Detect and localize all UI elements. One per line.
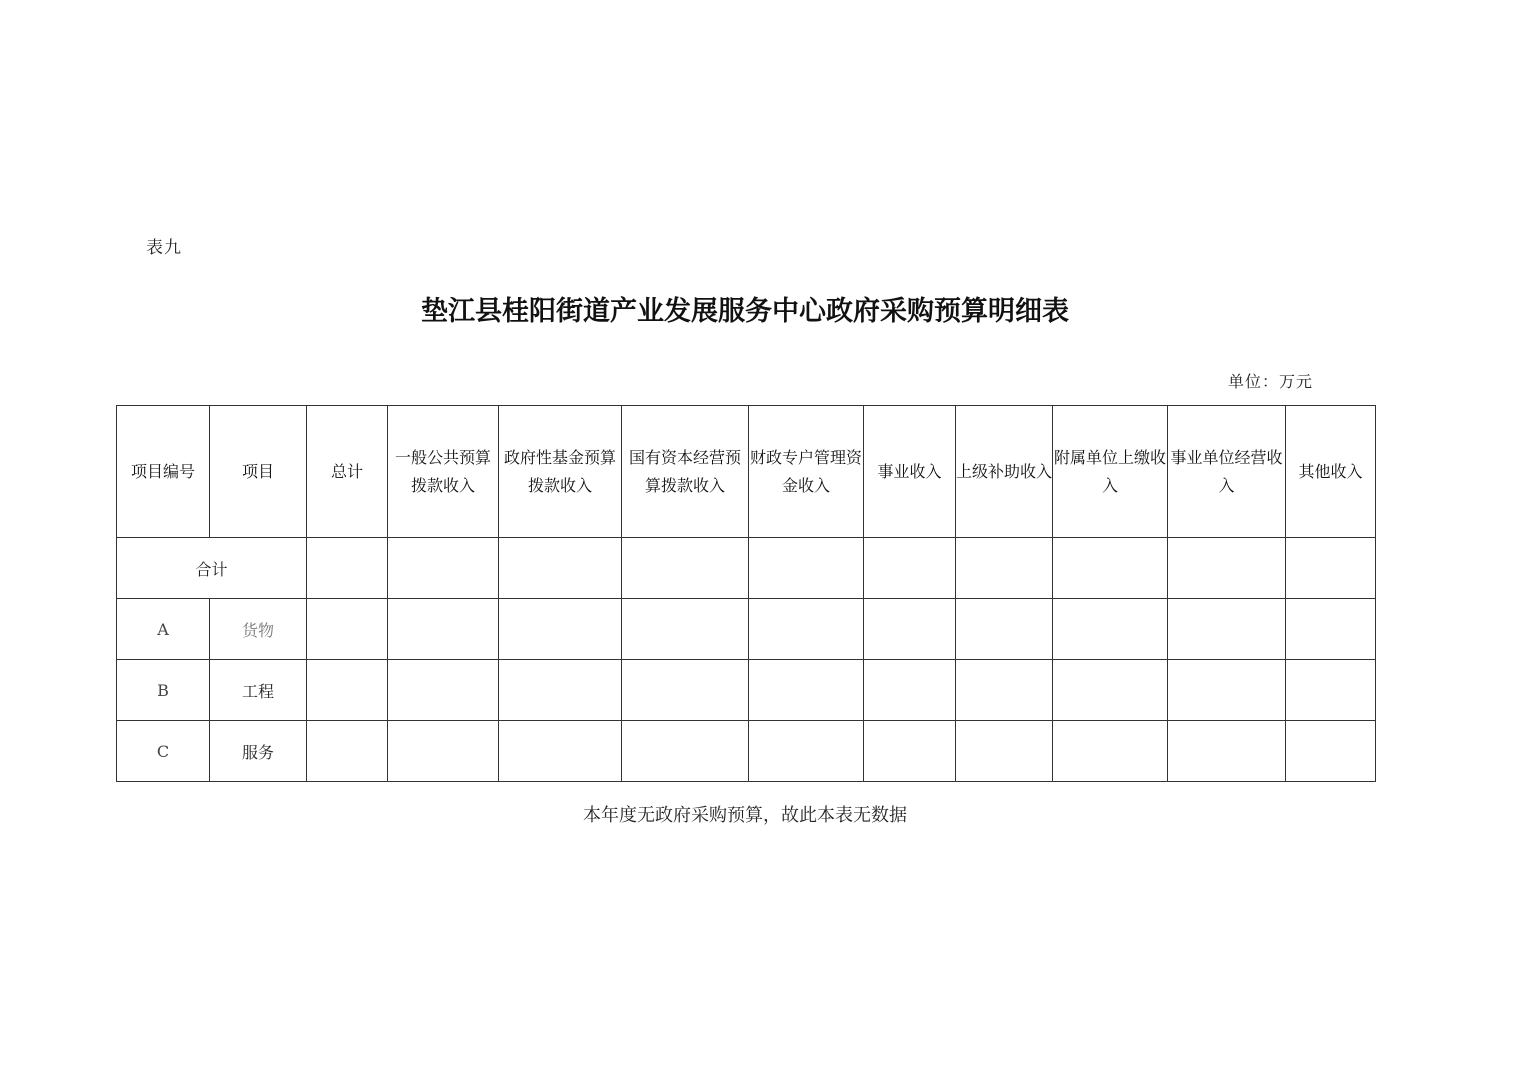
table-number: 表九 — [146, 238, 182, 258]
total-label: 合计 — [117, 538, 307, 599]
empty-cell — [1286, 660, 1376, 721]
row-item: 工程 — [210, 660, 307, 721]
empty-cell — [1286, 721, 1376, 782]
empty-cell — [622, 538, 749, 599]
empty-cell — [1053, 599, 1168, 660]
header-superior-subsidy: 上级补助收入 — [956, 406, 1053, 538]
header-business-income: 事业收入 — [864, 406, 956, 538]
unit-label: 单位：万元 — [1228, 372, 1314, 391]
empty-cell — [864, 599, 956, 660]
empty-cell — [1168, 721, 1286, 782]
empty-cell — [307, 721, 388, 782]
empty-cell — [622, 660, 749, 721]
no-data-note: 本年度无政府采购预算，故此本表无数据 — [583, 805, 907, 826]
empty-cell — [956, 721, 1053, 782]
empty-cell — [307, 538, 388, 599]
empty-cell — [622, 599, 749, 660]
header-subordinate-payment: 附属单位上缴收入 — [1053, 406, 1168, 538]
procurement-budget-table — [116, 405, 1376, 782]
empty-cell — [499, 599, 622, 660]
empty-cell — [1053, 721, 1168, 782]
table-row — [117, 721, 1376, 782]
empty-cell — [388, 599, 499, 660]
empty-cell — [749, 660, 864, 721]
empty-cell — [307, 599, 388, 660]
empty-cell — [749, 599, 864, 660]
empty-cell — [1286, 599, 1376, 660]
row-code: C — [117, 721, 210, 782]
header-other-income: 其他收入 — [1286, 406, 1376, 538]
empty-cell — [388, 721, 499, 782]
header-project-code: 项目编号 — [117, 406, 210, 538]
table-row — [117, 660, 1376, 721]
header-project: 项目 — [210, 406, 307, 538]
empty-cell — [956, 599, 1053, 660]
header-row — [117, 406, 1376, 538]
empty-cell — [1286, 538, 1376, 599]
empty-cell — [1053, 538, 1168, 599]
row-item: 服务 — [210, 721, 307, 782]
header-fiscal-account: 财政专户管理资金收入 — [749, 406, 864, 538]
empty-cell — [1168, 660, 1286, 721]
empty-cell — [1168, 538, 1286, 599]
row-code: B — [117, 660, 210, 721]
empty-cell — [864, 538, 956, 599]
row-item: 货物 — [210, 599, 307, 660]
header-state-capital: 国有资本经营预算拨款收入 — [622, 406, 749, 538]
empty-cell — [388, 660, 499, 721]
empty-cell — [307, 660, 388, 721]
empty-cell — [622, 721, 749, 782]
row-code: A — [117, 599, 210, 660]
header-general-budget: 一般公共预算拨款收入 — [388, 406, 499, 538]
empty-cell — [499, 721, 622, 782]
header-gov-fund: 政府性基金预算拨款收入 — [499, 406, 622, 538]
empty-cell — [864, 721, 956, 782]
empty-cell — [749, 721, 864, 782]
page-title: 垫江县桂阳街道产业发展服务中心政府采购预算明细表 — [421, 296, 1069, 327]
empty-cell — [1053, 660, 1168, 721]
empty-cell — [499, 660, 622, 721]
total-row — [117, 538, 1376, 599]
empty-cell — [1168, 599, 1286, 660]
empty-cell — [499, 538, 622, 599]
header-total: 总计 — [307, 406, 388, 538]
empty-cell — [956, 538, 1053, 599]
table-row — [117, 599, 1376, 660]
empty-cell — [388, 538, 499, 599]
empty-cell — [864, 660, 956, 721]
header-operating-income: 事业单位经营收入 — [1168, 406, 1286, 538]
empty-cell — [749, 538, 864, 599]
empty-cell — [956, 660, 1053, 721]
